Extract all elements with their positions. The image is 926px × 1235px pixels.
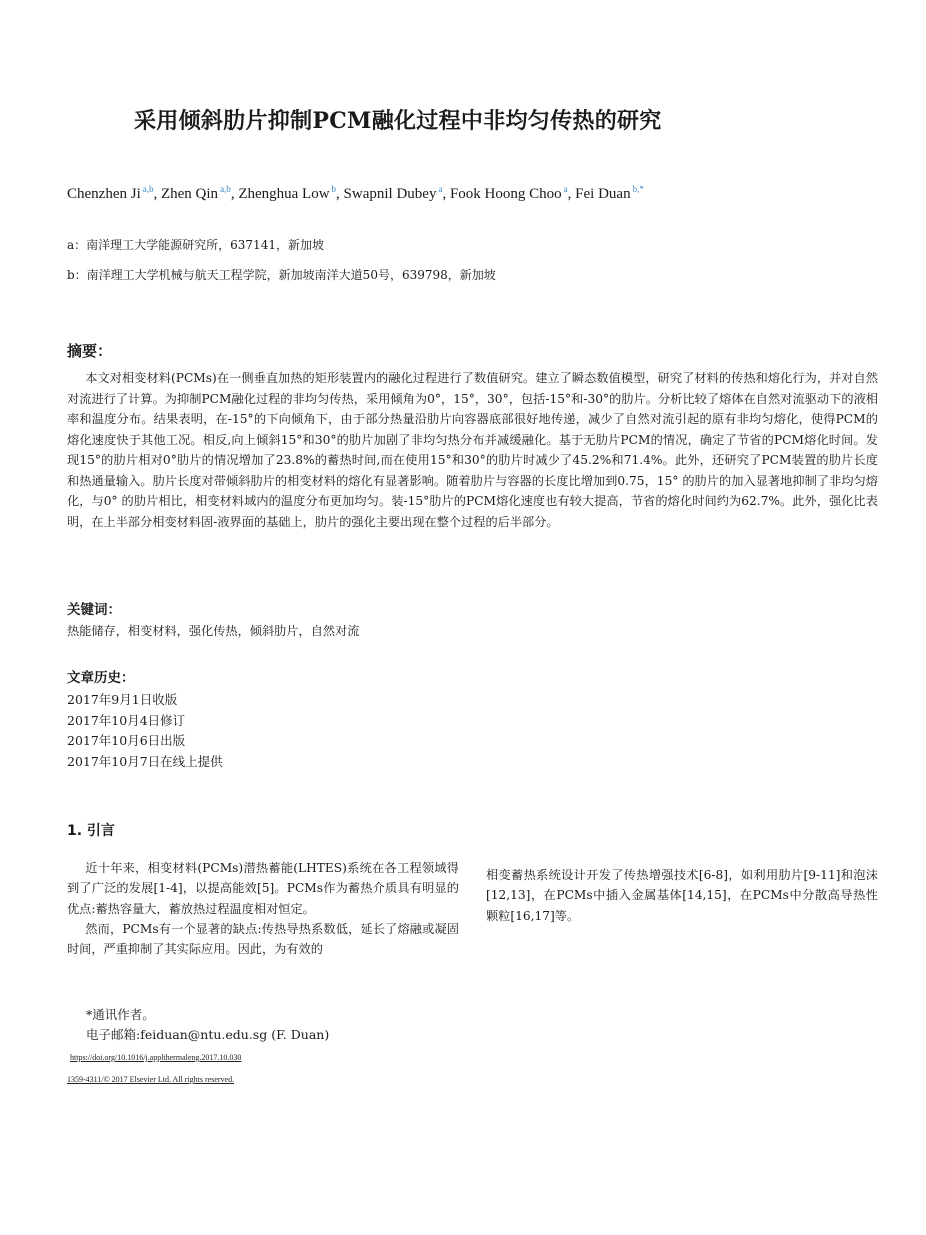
intro-paragraph: 然而，PCMs有一个显著的缺点:传热导热系数低，延长了熔融或凝固时间，严重抑制了其实际应用。因此，为有效的	[67, 921, 459, 957]
article-history	[67, 690, 223, 772]
affiliation-b: b：南洋理工大学机械与航天工程学院，新加坡南洋大道50号，639798，新加坡	[67, 268, 496, 282]
email-note: 电子邮箱:feiduan@ntu.edu.sg (F. Duan)	[86, 1027, 330, 1042]
abstract-heading: 摘要：	[67, 342, 113, 360]
intro-paragraph: 相变蓄热系统设计开发了传热增强技术[6-8]，如利用肋片[9-11]和泡沫[12,13]，在PCMs中插入金属基体[14,15]，在PCMs中分散高导热性颗粒[16,17]等。	[486, 868, 878, 923]
author-list	[67, 186, 644, 203]
history-item: 2017年10月4日修订	[67, 712, 186, 728]
intro-paragraph: 近十年来，相变材料(PCMs)潜热蓄能(LHTES)系统在各工程领域得到了广泛的发展[1-4]，以提高能效[5]。PCMs作为蓄热介质具有明显的优点:蓄热容量大，蓄放热过程温度相对恒定。	[67, 861, 459, 916]
history-heading: 文章历史：	[67, 670, 135, 686]
intro-right-column	[486, 865, 878, 926]
abstract-text: 本文对相变材料(PCMs)在一侧垂直加热的矩形装置内的融化过程进行了数值研究。建立了瞬态数值模型，研究了材料的传热和熔化行为，并对自然对流进行了计算。为抑制PCM融化过程的非均匀传热，采用倾角为0°，15°，30°，包括-15°和-30°的肋片。分析比较了熔体在自然对流驱动下的液相率和温度分布。结果表明，在-15°的下向倾角下，由于部分热量沿肋片向容器底部很好地传递，减少了自然对流引起的原有非均匀熔化，使得PCM的熔化速度快于其他工况。相反,向上倾斜15°和30°的肋片加剧了非均匀热分布并减缓融化。基于无肋片PCM的情况，确定了节省的PCM熔化时间。发现15°的肋片相对0°肋片的情况增加了23.8%的蓄热时间,而在使用15°和30°的肋片时减少了45.2%和71.4%。此外，还研究了PCM装置的肋片长度和热通量输入。肋片长度对带倾斜肋片的相变材料的熔化有显著影响。随着肋片与容器的长度比增加到0.75，15° 的肋片的加入显著地抑制了非均匀熔化，与0° 的肋片相比，相变材料域内的温度分布更加均匀。装-15°肋片的PCM熔化速度也有较大提高，节省的熔化时间约为62.7%。此外，强化比表明，在上半部分相变材料固-液界面的基础上，肋片的强化主要出现在整个过程的后半部分。	[67, 371, 878, 529]
history-item: 2017年10月7日在线上提供	[67, 753, 223, 769]
keywords-heading: 关键词：	[67, 602, 121, 618]
author: Chenzhen Ji $^{a,b}$,	[67, 184, 161, 202]
author: Fook Hoong Choo $^a$,	[449, 184, 576, 202]
doi-link[interactable]: https://doi.org/10.1016/j.applthermaleng.2017.10.030	[70, 1053, 242, 1062]
history-item: 2017年9月1日收版	[67, 692, 178, 707]
author: Fei Duan $^{b,*}$	[575, 184, 644, 202]
intro-left-column	[67, 858, 459, 959]
affiliation-a: a：南洋理工大学能源研究所，637141，新加坡	[67, 238, 324, 252]
author: Swapnil Dubey $^a$,	[343, 184, 450, 202]
copyright-line: 1359-4311/© 2017 Elsevier Ltd. All rights reserved.	[67, 1075, 235, 1084]
keywords-text: 热能储存，相变材料，强化传热，倾斜肋片，自然对流	[67, 624, 360, 638]
author: Zhenghua Low $^b$,	[238, 184, 344, 202]
corresponding-author-note: *通讯作者。	[86, 1007, 155, 1022]
section-heading-intro: 1. 引言	[67, 823, 115, 839]
author: Zhen Qin $^{a,b}$,	[160, 184, 239, 202]
paper-title: 采用倾斜肋片抑制PCM融化过程中非均匀传热的研究	[134, 108, 662, 134]
history-item: 2017年10月6日出版	[67, 733, 186, 748]
